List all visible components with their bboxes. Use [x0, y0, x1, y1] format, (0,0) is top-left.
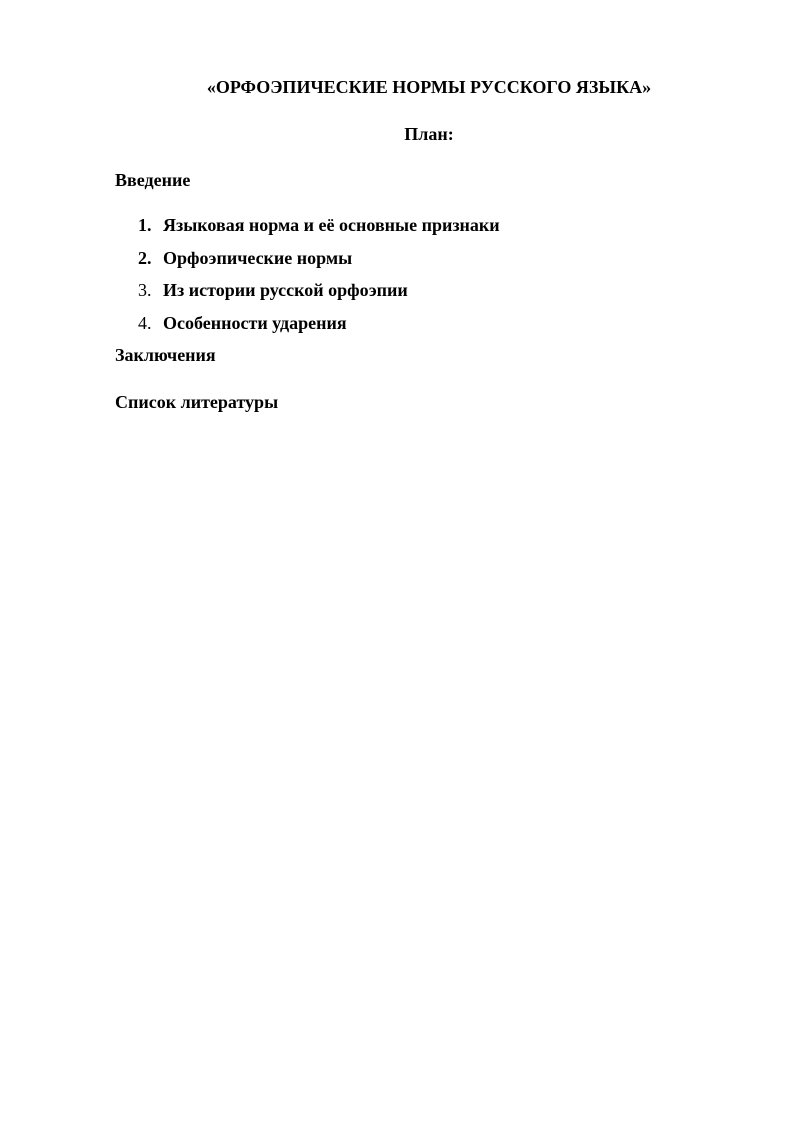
list-item-text: Орфоэпические нормы	[163, 247, 353, 268]
list-item-text: Особенности ударения	[163, 312, 347, 333]
section-conclusion: Заключения	[115, 345, 216, 365]
list-item-number: 3.	[138, 280, 152, 300]
list-item-number: 1.	[138, 215, 152, 235]
list-item-number: 2.	[138, 247, 152, 268]
section-introduction: Введение	[115, 170, 191, 190]
plan-heading: План:	[404, 124, 454, 144]
document-title: «ОРФОЭПИЧЕСКИЕ НОРМЫ РУССКОГО ЯЗЫКА»	[206, 77, 652, 97]
list-item-number: 4.	[138, 312, 152, 333]
list-item-text: Языковая норма и её основные признаки	[163, 215, 500, 235]
section-literature: Список литературы	[115, 392, 279, 412]
list-item-text: Из истории русской орфоэпии	[163, 280, 408, 300]
